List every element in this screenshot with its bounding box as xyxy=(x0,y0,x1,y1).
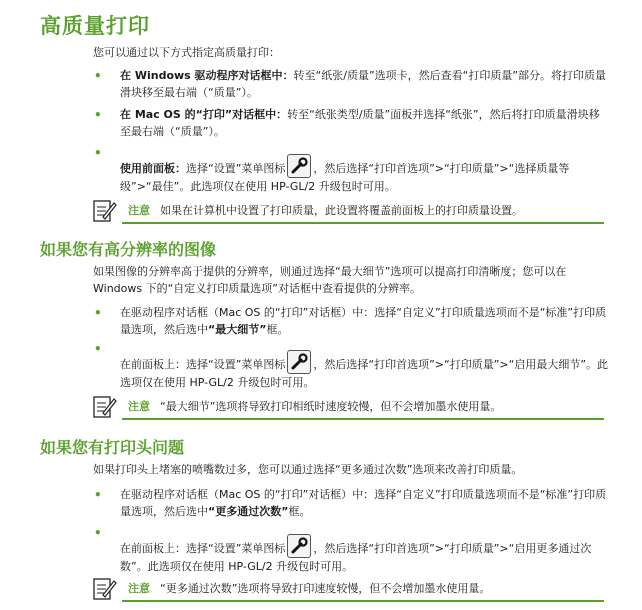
list-item xyxy=(120,350,610,391)
list-item xyxy=(120,154,610,195)
bullet-marker: • xyxy=(94,146,102,160)
section-paragraph: 如果图像的分辨率高于提供的分辨率，则通过选择“最大细节”选项可以提高打印清晰度；您可以在 Windows 下的“自定义打印质量选项”对话框中查看提供的分辨率。 xyxy=(93,265,567,295)
note-body: 如果在计算机中设置了打印质量，此设置将覆盖前面板上的打印质量设置。 xyxy=(160,204,523,217)
wrench-icon xyxy=(287,534,311,558)
item-bold: 在 Windows 驱动程序对话框中： xyxy=(120,69,294,82)
list-item xyxy=(120,304,610,338)
item-text: 在驱动程序对话框（Mac OS 的“打印”对话框）中：选择“自定义”打印质量选项而不是“标准”打印质量选项，然后选中 xyxy=(120,488,607,518)
note-label: 注意 xyxy=(128,204,150,217)
bullet-marker: • xyxy=(94,526,102,540)
note-text xyxy=(128,204,608,218)
note-text xyxy=(128,400,608,414)
section-paragraph: 如果打印头上堵塞的喷嘴数过多，您可以通过选择“更多通过次数”选项来改善打印质量。 xyxy=(93,463,523,476)
item-bold: “最大细节” xyxy=(208,323,267,336)
list-item xyxy=(120,67,610,101)
bullet-marker: • xyxy=(94,306,102,320)
note-label: 注意 xyxy=(128,582,150,595)
wrench-icon xyxy=(287,350,311,374)
list-item xyxy=(120,534,610,575)
item-text: 选择“设置”菜单图标 xyxy=(186,162,286,175)
item-text: 在前面板上：选择“设置”菜单图标 xyxy=(120,358,286,371)
note-box xyxy=(92,200,612,226)
wrench-icon xyxy=(287,154,311,178)
item-text: 转至“纸张/质量”选项卡，然后查看“打印质量”部分。将打印质量滑块移至最右端（“质量”）。 xyxy=(120,69,607,99)
bullet-marker: • xyxy=(94,488,102,502)
note-divider xyxy=(122,418,604,420)
bullet-marker: • xyxy=(94,69,102,83)
item-text: 框。 xyxy=(266,323,289,336)
list-item xyxy=(120,106,610,140)
item-bold: 使用前面板： xyxy=(120,162,186,175)
section-title: 如果您有高分辨率的图像 xyxy=(40,240,217,259)
note-body: “更多通过次数”选项将导致打印速度较慢，但不会增加墨水使用量。 xyxy=(160,582,491,595)
note-divider xyxy=(122,600,604,602)
note-body: “最大细节”选项将导致打印相纸时速度较慢，但不会增加墨水使用量。 xyxy=(160,400,502,413)
item-text: ，然后选择“打印首选项”>“打印质量”>“启用最大细节”。此选项仅在使用 HP-GL/2 升级包时可用。 xyxy=(120,358,609,389)
item-bold: “更多通过次数” xyxy=(208,505,289,518)
section-title: 如果您有打印头问题 xyxy=(40,438,185,457)
note-pencil-icon xyxy=(92,198,118,224)
note-pencil-icon xyxy=(92,394,118,420)
item-text: 在前面板上：选择“设置”菜单图标 xyxy=(120,542,286,555)
note-pencil-icon xyxy=(92,576,118,602)
page-title: 高质量打印 xyxy=(40,14,150,38)
item-bold: 在 Mac OS 的“打印”对话框中： xyxy=(120,108,288,121)
note-text xyxy=(128,582,608,596)
bullet-marker: • xyxy=(94,342,102,356)
item-text: 转至“纸张类型/质量”面板并选择“纸张”，然后将打印质量滑块移至最右端（“质量”）。 xyxy=(120,108,600,138)
intro-text: 您可以通过以下方式指定高质量打印： xyxy=(93,46,280,59)
note-box xyxy=(92,396,612,422)
note-box xyxy=(92,578,612,604)
item-text: 框。 xyxy=(288,505,311,518)
item-text: ，然后选择“打印首选项”>“打印质量”>“选择质量等级”>“最佳”。此选项仅在使用 HP-GL/2 升级包时可用。 xyxy=(120,162,570,193)
item-text: 在驱动程序对话框（Mac OS 的“打印”对话框）中：选择“自定义”打印质量选项而不是“标准”打印质量选项，然后选中 xyxy=(120,306,607,336)
bullet-marker: • xyxy=(94,108,102,122)
list-item xyxy=(120,486,610,520)
note-label: 注意 xyxy=(128,400,150,413)
note-divider xyxy=(122,222,604,224)
item-text: ，然后选择“打印首选项”>“打印质量”>“启用更多通过次数”。此选项仅在使用 HP-GL/2 升级包时可用。 xyxy=(120,542,592,573)
